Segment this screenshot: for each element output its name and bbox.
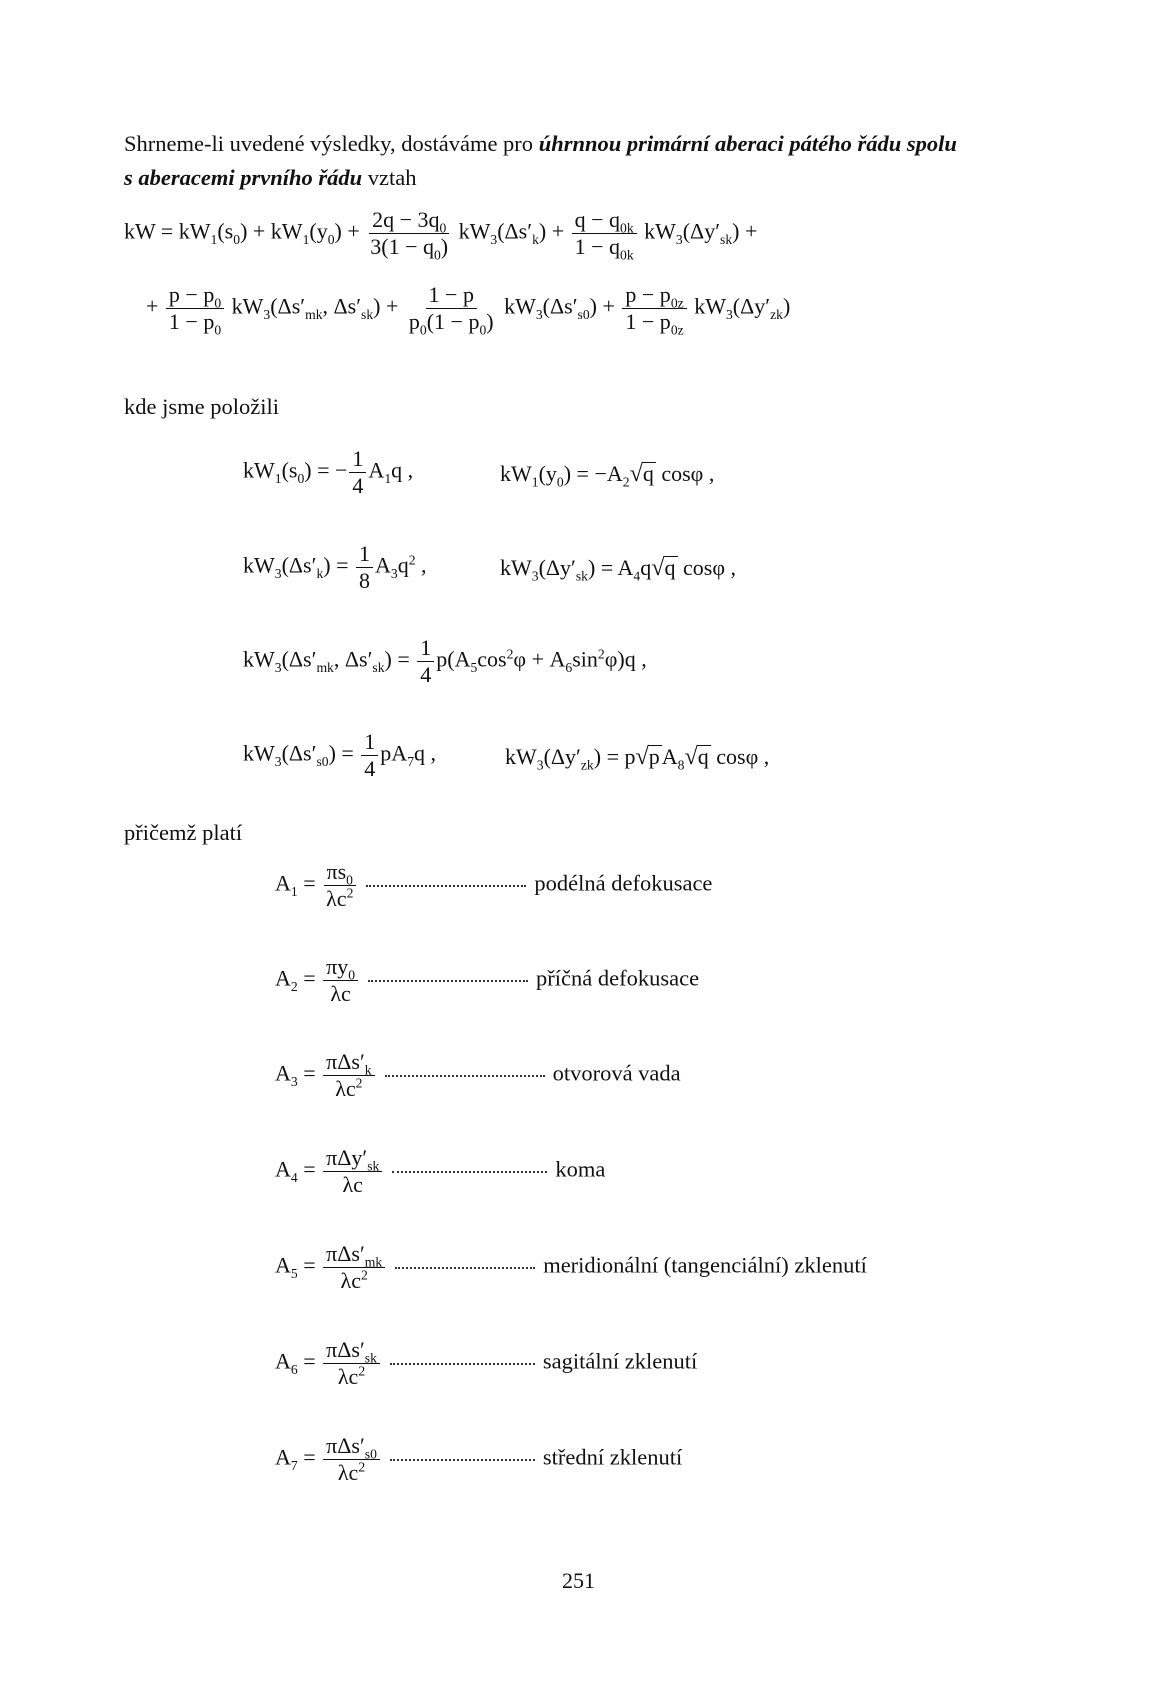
intro-emphasis-1: úhrnnou primární aberaci pátého řádu spolu (538, 131, 957, 156)
label-a7: střední zklenutí (542, 1444, 683, 1470)
label-a1: podélná defokusace (534, 870, 713, 896)
kde-label: kde jsme položili (124, 394, 279, 419)
coef-a4: $A_4$ = $\frac{\pi\Delta y'_{sk}}{\lambda c}$ koma (275, 1145, 606, 1198)
intro-emphasis-2: s aberacemi prvního řádu (124, 165, 363, 190)
def-kw3-dyzk: $kW_3(\Delta y'_{zk}) = p√pA_8√q$ cosφ , (505, 743, 770, 773)
label-a2: příčná defokusace (536, 965, 700, 991)
intro-text-end: vztah (362, 165, 417, 190)
coef-a2: $A_2$ = $\frac{\pi y_0}{\lambda c}$ příčná defokusace (275, 954, 700, 1007)
coef-a5: $A_5$ = $\frac{\pi\Delta s'_{mk}}{\lambda c^2}$ meridionální (tangenciální) zklenutí (275, 1241, 867, 1294)
pricemz-label: přičemž platí (124, 820, 243, 845)
intro-paragraph (124, 127, 1054, 195)
main-equation-line-1: kW = $kW_1(s_0) + kW_1(y_0)$ + $\frac{2q - 3q_0}{3(1 - q_0)}$ $kW_3(\Delta s'_k)$ + $\frac{q - q_{0k}}{1 - q_{0k}}$ $kW_3(\Delta y'_{sk})$ + (124, 207, 758, 263)
coef-a6: $A_6$ = $\frac{\pi\Delta s'_{sk}}{\lambda c^2}$ sagitální zklenutí (275, 1337, 698, 1390)
def-kw3-ds0: $kW_3(\Delta s'_{s0})$ = $\frac{1}{4}$ $pA_7q$ , (243, 729, 436, 782)
def-kw3-dsk: $kW_3(\Delta s'_k)$ = $\frac{1}{8}$ $A_3q^2$ , (243, 541, 427, 594)
main-equation-line-2: + $\frac{p - p_0}{1 - p_0}$ $kW_3(\Delta s'_{mk}$, $\Delta s'_{sk}$) + $\frac{1 - p}{p_0(1 - p_0)}$ $kW_3(\Delta s'_{s0})$ + $\frac{p - p_{0z}}{1 - p_{0z}}$ $kW_3(\Delta y'_{zk})$ (146, 282, 791, 338)
label-a5: meridionální (tangenciální) zklenutí (543, 1252, 867, 1278)
def-kw3-dysk: $kW_3(\Delta y'_{sk}) = A_4q√q$ cosφ , (500, 554, 737, 584)
intro-text: Shrneme-li uvedené výsledky, dostáváme pro (124, 131, 539, 156)
page-number: 251 (562, 1568, 595, 1593)
coef-a1: $A_1$ = $\frac{\pi s_0}{\lambda c^2}$ podélná defokusace (275, 859, 713, 912)
coef-a3: $A_3$ = $\frac{\pi\Delta s'_k}{\lambda c^2}$ otvorová vada (275, 1049, 681, 1102)
def-kw1-s0: $kW_1(s_0)$ = − $\frac{1}{4}$ $A_1q$ , (243, 446, 414, 499)
label-a3: otvorová vada (552, 1060, 681, 1086)
def-kw3-dsmk: $kW_3(\Delta s'_{mk}$, $\Delta s'_{sk}$) = $\frac{1}{4}$ $p(A_5\cos^2\varphi + A_6\sin^2\varphi)q$ , (243, 635, 647, 688)
def-kw1-y0: $kW_1(y_0) = -A_2√q$ cosφ , (500, 460, 715, 490)
label-a4: koma (555, 1156, 606, 1182)
coef-a7: $A_7$ = $\frac{\pi\Delta s'_{s0}}{\lambda c^2}$ střední zklenutí (275, 1433, 683, 1486)
label-a6: sagitální zklenutí (542, 1348, 698, 1374)
